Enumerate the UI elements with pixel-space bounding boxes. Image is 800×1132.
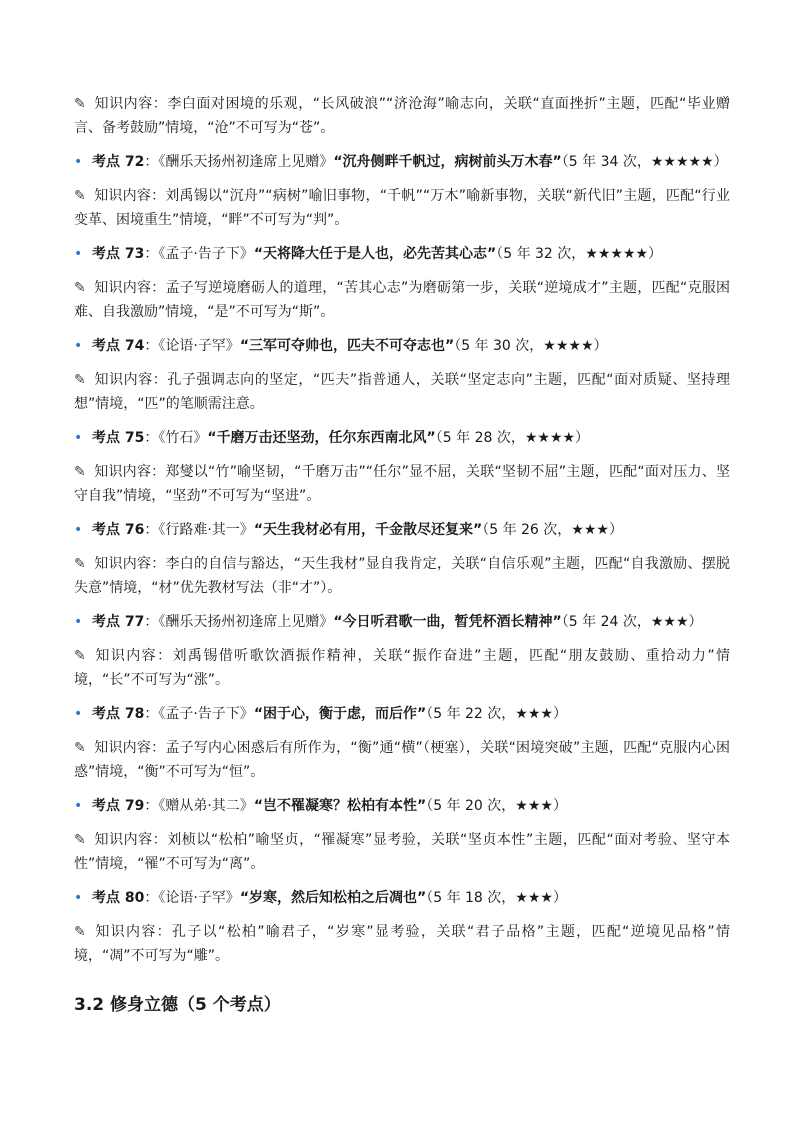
note-text: 知识内容：孟子写逆境磨砺人的道理，“苦其心志”为磨砺第一步，关联“逆境成才”主题，匹配“克服困难、自我激励”情境，“是”不可写为“斯”。 [74,280,730,320]
knowledge-note [74,184,730,232]
bullet-dot-icon: • [74,798,83,814]
bullet-dot-icon: • [74,246,83,262]
point-label: 考点 73 [92,246,145,262]
knowledge-note [74,828,730,876]
point-quote: “困于心，衡于虑，而后作” [253,706,427,722]
pencil-icon: ✎ [74,464,86,480]
note-text: 知识内容：李白面对困境的乐观，“长风破浪”“济沧海”喻志向，关联“直面挫折”主题，匹配“毕业赠言、备考鼓励”情境，“沧”不可写为“苍”。 [74,96,730,136]
bullet-dot-icon: • [74,706,83,722]
bullet-dot-icon: • [74,430,83,446]
exam-point [74,794,730,818]
point-label: 考点 80 [92,890,145,906]
pencil-icon: ✎ [74,924,86,940]
exam-point [74,150,730,174]
note-text: 知识内容：孟子写内心困惑后有所作为，“衡”通“横”（梗塞），关联“困境突破”主题，匹配“克服内心困惑”情境，“衡”不可写为“恒”。 [74,740,730,780]
point-frequency: （5 年 26 次，★★★） [482,522,623,538]
document-page [74,92,730,1018]
bullet-dot-icon: • [74,338,83,354]
knowledge-note [74,552,730,600]
pencil-icon: ✎ [74,832,86,848]
knowledge-note [74,736,730,784]
exam-point [74,886,730,910]
pencil-icon: ✎ [74,372,86,388]
note-text: 知识内容：刘桢以“松柏”喻坚贞，“罹凝寒”显考验，关联“坚贞本性”主题，匹配“面对考验、坚守本性”情境，“罹”不可写为“离”。 [74,832,730,872]
pencil-icon: ✎ [74,648,86,664]
point-frequency: （5 年 32 次，★★★★★） [496,246,663,262]
knowledge-note [74,92,730,140]
point-quote: “天生我材必有用，千金散尽还复来” [253,522,483,538]
knowledge-note [74,920,730,968]
note-text: 知识内容：孔子强调志向的坚定，“匹夫”指普通人，关联“坚定志向”主题，匹配“面对质疑、坚持理想”情境，“匹”的笔顺需注意。 [74,372,730,412]
exam-point [74,426,730,450]
pencil-icon: ✎ [74,556,86,572]
pencil-icon: ✎ [74,740,86,756]
exam-point [74,242,730,266]
point-frequency: （5 年 18 次，★★★） [426,890,567,906]
point-source: ：《竹石》 [144,430,208,446]
bullet-dot-icon: • [74,890,83,906]
point-source: ：《行路难·其一》 [144,522,254,538]
point-label: 考点 74 [92,338,145,354]
point-label: 考点 75 [92,430,145,446]
point-frequency: （5 年 20 次，★★★） [426,798,567,814]
section-title: 3.2 修身立德（5 个考点） [74,995,281,1015]
bullet-dot-icon: • [74,154,83,170]
point-source: ：《孟子·告子下》 [144,246,254,262]
pencil-icon: ✎ [74,188,86,204]
point-quote: “今日听君歌一曲，暂凭杯酒长精神” [333,614,562,630]
knowledge-note [74,368,730,416]
point-frequency: （5 年 34 次，★★★★★） [561,154,728,170]
point-quote: “岁寒，然后知松柏之后凋也” [239,890,427,906]
point-source: ：《酬乐天扬州初逢席上见赠》 [144,154,334,170]
note-text: 知识内容：刘禹锡借听歌饮酒振作精神，关联“振作奋进”主题，匹配“朋友鼓励、重拾动力”情境，“长”不可写为“涨”。 [74,648,730,688]
knowledge-note [74,276,730,324]
point-quote: “千磨万击还坚劲，任尔东西南北风” [207,430,436,446]
exam-point [74,702,730,726]
bullet-dot-icon: • [74,614,83,630]
point-frequency: （5 年 24 次，★★★） [561,614,703,630]
knowledge-note [74,644,730,692]
exam-point [74,518,730,542]
exam-point [74,610,730,634]
point-frequency: （5 年 30 次，★★★★） [454,338,608,354]
point-label: 考点 77 [92,614,145,630]
point-quote: “岂不罹凝寒？松柏有本性” [253,798,427,814]
point-label: 考点 79 [92,798,145,814]
knowledge-list [74,92,730,968]
pencil-icon: ✎ [74,280,86,296]
exam-point [74,334,730,358]
point-frequency: （5 年 28 次，★★★★） [435,430,590,446]
point-frequency: （5 年 22 次，★★★） [426,706,567,722]
note-text: 知识内容：郑燮以“竹”喻坚韧，“千磨万击”“任尔”显不屈，关联“坚韧不屈”主题，匹配“面对压力、坚守自我”情境，“坚劲”不可写为“坚进”。 [74,464,730,504]
note-text: 知识内容：孔子以“松柏”喻君子，“岁寒”显考验，关联“君子品格”主题，匹配“逆境见品格”情境，“凋”不可写为“雕”。 [74,924,730,964]
point-quote: “沉舟侧畔千帆过，病树前头万木春” [333,154,562,170]
pencil-icon: ✎ [74,96,86,112]
point-quote: “天将降大任于是人也，必先苦其心志” [253,246,497,262]
bullet-dot-icon: • [74,522,83,538]
point-label: 考点 72 [92,154,145,170]
point-label: 考点 76 [92,522,145,538]
point-source: ：《论语·子罕》 [144,338,240,354]
note-text: 知识内容：刘禹锡以“沉舟”“病树”喻旧事物，“千帆”“万木”喻新事物，关联“新代旧”主题，匹配“行业变革、困境重生”情境，“畔”不可写为“判”。 [74,188,730,228]
point-source: ：《赠从弟·其二》 [144,798,254,814]
point-label: 考点 78 [92,706,145,722]
knowledge-note [74,460,730,508]
point-quote: “三军可夺帅也，匹夫不可夺志也” [239,338,455,354]
point-source: ：《孟子·告子下》 [144,706,254,722]
point-source: ：《论语·子罕》 [144,890,240,906]
point-source: ：《酬乐天扬州初逢席上见赠》 [144,614,334,630]
note-text: 知识内容：李白的自信与豁达，“天生我材”显自我肯定，关联“自信乐观”主题，匹配“自我激励、摆脱失意”情境，“材”优先教材写法（非“才”）。 [74,556,730,596]
